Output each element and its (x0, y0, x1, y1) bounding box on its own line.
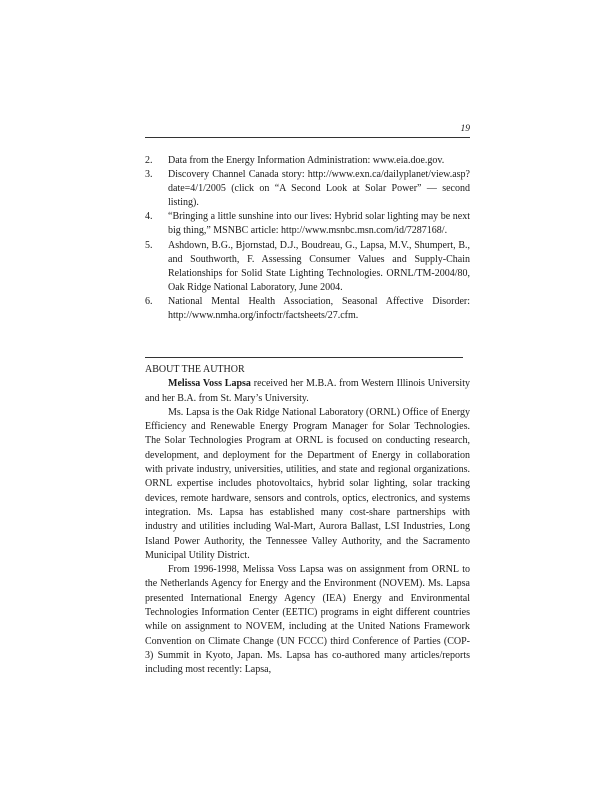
author-intro-text: received her M.B.A. from Western Illinois University and her B.A. from St. Mary’s University. (145, 378, 470, 404)
endnote-number: 5. (145, 239, 153, 251)
author-bio-paragraph: Ms. Lapsa is the Oak Ridge National Laboratory (ORNL) Office of Energy Efficiency and Renewable Energy Program Manager for Solar Technologies. The Solar Technologies Program at ORNL is focused on conducting research, development, and deployment for the Department of Energy in collaboration with private industry, universities, utilities, and state and regional organizations. ORNL expertise includes photovoltaics, hybrid solar lighting, solar tracking devices, remote hardware, sensors and controls, optics, electronics, and systems integration. Ms. Lapsa has established many cost-share partnerships with industry and utilities including Wal-Mart, Aurora Ballast, LSI Industries, Long Island Power Authority, the Tennessee Valley Authority, and the Sacramento Municipal Utility District. (145, 406, 470, 561)
header-rule (145, 137, 470, 138)
section-heading: ABOUT THE AUTHOR (145, 364, 245, 375)
about-the-author-section (145, 363, 470, 678)
endnote-number: 3. (145, 169, 153, 181)
endnote (145, 154, 470, 168)
endnote (145, 239, 470, 295)
endnote-number: 6. (145, 295, 153, 307)
section-divider (145, 357, 463, 358)
endnote (145, 210, 470, 238)
endnote-text: National Mental Health Association, Seasonal Affective Disorder: http://www.nmha.org/infoctr/factsheets/27.cfm. (168, 295, 470, 322)
author-name: Melissa Voss Lapsa (168, 378, 251, 390)
endnote-number: 4. (145, 211, 153, 223)
endnote (145, 168, 470, 210)
endnote-text: Discovery Channel Canada story: http://www.exn.ca/dailyplanet/view.asp?date=4/1/2005 (click on “A Second Look at Solar Power” — second listing). (168, 169, 470, 209)
endnote-text: Data from the Energy Information Administration: www.eia.doe.gov. (168, 155, 445, 166)
endnotes-list (145, 154, 470, 323)
author-intro-paragraph (145, 377, 470, 406)
endnote-number: 2. (145, 155, 153, 166)
page-number: 19 (460, 124, 470, 134)
endnote-text: “Bringing a little sunshine into our lives: Hybrid solar lighting may be next big thing,” MSNBC article: http://www.msnbc.msn.com/id/7287168/. (168, 211, 470, 237)
endnote (145, 295, 470, 323)
endnote-text: Ashdown, B.G., Bjornstad, D.J., Boudreau, G., Lapsa, M.V., Shumpert, B., and Southworth, F. Assessing Consumer Values and Supply-Chain Relationships for Solid State Lighting Technologies. ORNL/TM-2004/80, Oak Ridge National Laboratory, June 2004. (168, 239, 470, 293)
author-bio-paragraph: From 1996-1998, Melissa Voss Lapsa was on assignment from ORNL to the Netherlands Agency for Energy and the Environment (NOVEM). Ms. Lapsa presented International Energy Agency (IEA) Energy and Environmental Technologies Information Center (EETIC) programs in eight different countries while on assignment to NOVEM, including at the United Nations Framework Convention on Climate Change (UN FCCC) third Conference of Parties (COP-3) Summit in Kyoto, Japan. Ms. Lapsa has co-authored many articles/reports including most recently: Lapsa, (145, 564, 470, 676)
